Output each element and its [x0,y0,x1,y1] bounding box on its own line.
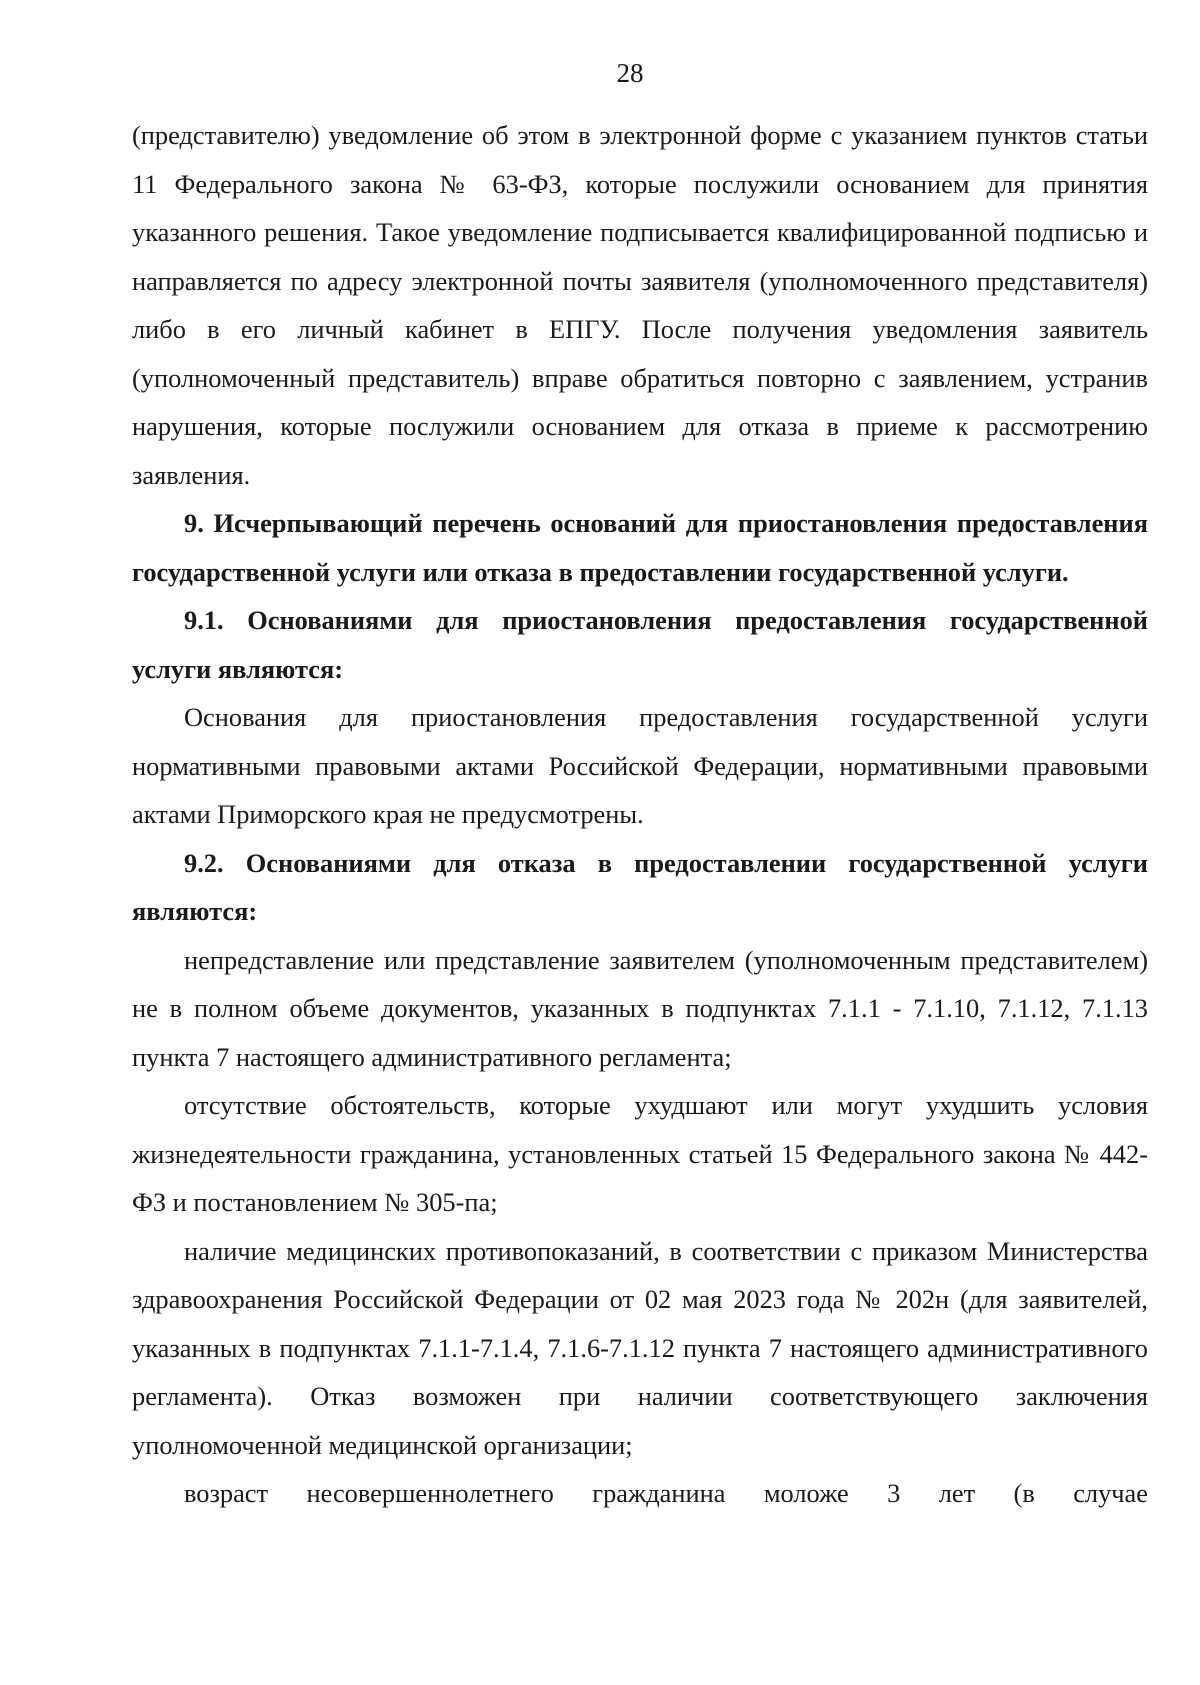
list-item-refusal-2: отсутствие обстоятельств, которые ухудшают или могут ухудшить условия жизнедеятельности гражданина, установленных статьей 15 Федерального закона № 442-ФЗ и постановлением № 305-па; [132,1090,1148,1217]
list-item-refusal-4: возраст несовершеннолетнего гражданина моложе 3 лет (в случае [184,1478,1148,1508]
page-number: 28 [616,58,644,88]
list-item-refusal-1: непредставление или представление заявителем (уполномоченным представителем) не в полном объеме документов, указанных в подпунктах 7.1.1 - 7.1.10, 7.1.12, 7.1.13 пункта 7 настоящего административного регламента; [132,944,1148,1072]
heading-section-9-1: 9.1. Основаниями для приостановления предоставления государственной услуги являются: [132,605,1148,684]
heading-section-9-2: 9.2. Основаниями для отказа в предоставлении государственной услуги являются: [132,847,1148,926]
heading-section-9: 9. Исчерпывающий перечень оснований для приостановления предоставления государственной услуги или отказа в предоставлении государственной услуги. [132,508,1148,587]
list-item-refusal-3: наличие медицинских противопоказаний, в соответствии с приказом Министерства здравоохранения Российской Федерации от 02 мая 2023 года № 202н (для заявителей, указанных в подпунктах 7.1.1-7.1.4, 7.1.6-7.1.12 пункта 7 настоящего административного регламента). Отказ возможен при наличии соответствующего заключения уполномоченной медицинской организации; [132,1235,1148,1460]
paragraph-9-1-text: Основания для приостановления предоставления государственной услуги нормативными правовыми актами Российской Федерации, нормативными правовыми актами Приморского края не предусмотрены. [132,702,1148,829]
paragraph-continuation: (представителю) уведомление об этом в электронной форме с указанием пунктов статьи 11 Федерального закона № 63-ФЗ, которые послужили основанием для принятия указанного решения. Такое уведомление подписывается квалифицированной подписью и направляется по адресу электронной почты заявителя (уполномоченного представителя) либо в его личный кабинет в ЕПГУ. После получения уведомления заявитель (уполномоченный представитель) вправе обратиться повторно с заявлением, устранив нарушения, которые послужили основанием для отказа в приеме к рассмотрению заявления. [132,120,1148,490]
